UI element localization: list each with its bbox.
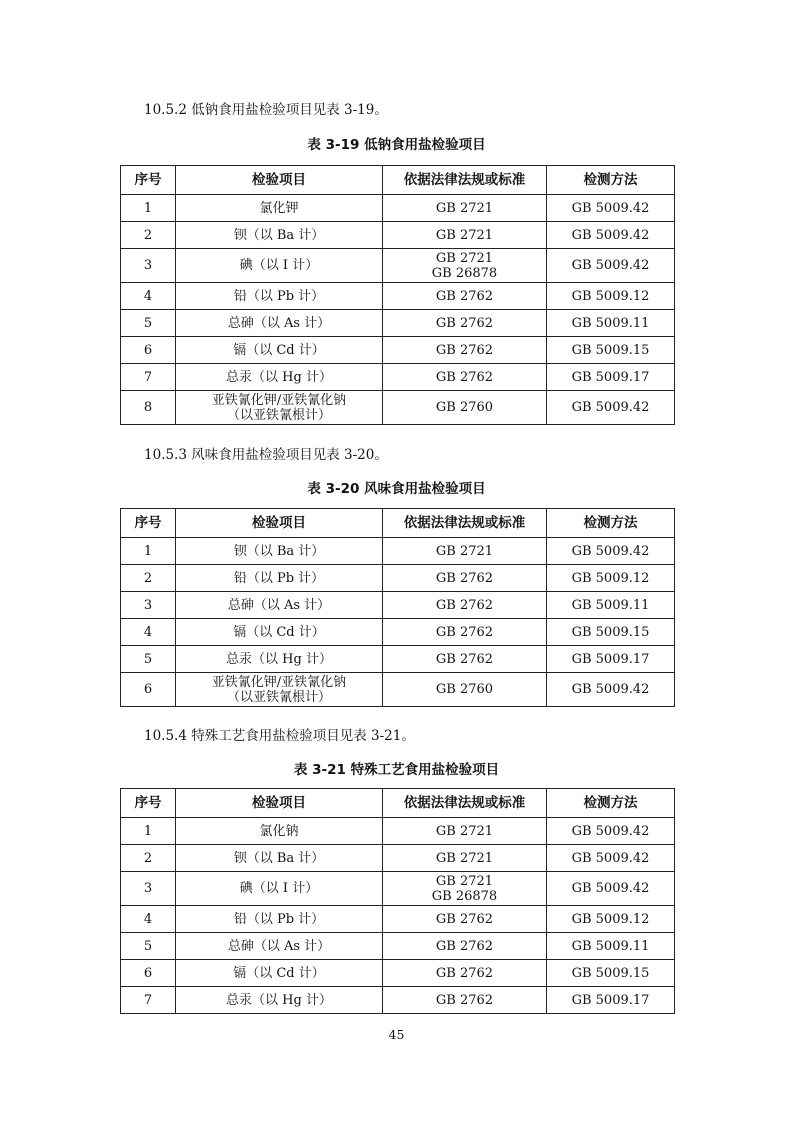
- cell-basis-line: GB 2762: [435, 369, 494, 385]
- cell-no: 5: [121, 310, 176, 337]
- table-row: [121, 987, 675, 1014]
- table-row: [121, 565, 675, 592]
- cell-method: GB 5009.42: [547, 222, 675, 249]
- table-row: [121, 222, 675, 249]
- cell-item: [176, 872, 383, 906]
- cell-basis-line: GB 2721: [435, 200, 494, 216]
- cell-no: 7: [121, 987, 176, 1014]
- cell-no: 1: [121, 195, 176, 222]
- cell-no: 6: [121, 673, 176, 707]
- cell-basis-line: GB 2721: [435, 227, 494, 243]
- cell-no: 4: [121, 906, 176, 933]
- cell-basis-line: GB 26878: [431, 888, 498, 904]
- cell-item: [176, 673, 383, 707]
- cell-no: 5: [121, 646, 176, 673]
- table-header-row: [121, 509, 675, 538]
- cell-item: [176, 249, 383, 283]
- cell-method: GB 5009.11: [547, 933, 675, 960]
- cell-item-line: 铅（以 Pb 计）: [233, 570, 325, 586]
- cell-item: [176, 337, 383, 364]
- table-caption-3-20: 表 3-20 风味食用盐检验项目: [307, 481, 486, 497]
- header-item: 检验项目: [176, 509, 383, 538]
- cell-method: GB 5009.42: [547, 195, 675, 222]
- cell-basis-line: GB 2762: [435, 965, 494, 981]
- cell-method: GB 5009.42: [547, 391, 675, 425]
- cell-item-line: 碘（以 I 计）: [239, 258, 319, 273]
- cell-item-line: （以亚铁氰根计）: [226, 689, 331, 705]
- cell-item-line: 亚铁氰化钾/亚铁氰化钠: [211, 674, 347, 690]
- cell-item: [176, 310, 383, 337]
- cell-basis: [383, 906, 547, 933]
- cell-basis: [383, 222, 547, 249]
- cell-item-line: 氯化钠: [259, 823, 299, 839]
- table-row: [121, 249, 675, 283]
- cell-basis: [383, 195, 547, 222]
- table-3-19: [120, 165, 675, 425]
- cell-basis: [383, 538, 547, 565]
- cell-item: [176, 619, 383, 646]
- cell-no: 6: [121, 960, 176, 987]
- cell-no: 5: [121, 933, 176, 960]
- cell-item-line: 氯化钾: [259, 200, 299, 216]
- cell-basis-line: GB 2762: [435, 992, 494, 1008]
- cell-item-line: 亚铁氰化钾/亚铁氰化钠: [211, 392, 347, 408]
- cell-basis-line: GB 2762: [435, 288, 494, 304]
- cell-method: GB 5009.17: [547, 646, 675, 673]
- cell-basis: [383, 872, 547, 906]
- cell-item: [176, 222, 383, 249]
- header-basis: 依据法律法规或标准: [383, 166, 547, 195]
- cell-basis: [383, 933, 547, 960]
- cell-basis-line: GB 2762: [435, 938, 494, 954]
- table-row: [121, 673, 675, 707]
- cell-no: 4: [121, 283, 176, 310]
- cell-item: [176, 565, 383, 592]
- cell-method: GB 5009.42: [547, 818, 675, 845]
- cell-method: GB 5009.12: [547, 906, 675, 933]
- cell-no: 8: [121, 391, 176, 425]
- cell-basis-line: GB 2762: [435, 597, 494, 613]
- section-intro-3-20: 10.5.3 风味食用盐检验项目见表 3-20。: [144, 447, 388, 463]
- cell-basis: [383, 337, 547, 364]
- table-row: [121, 845, 675, 872]
- table-row: [121, 391, 675, 425]
- cell-basis: [383, 249, 547, 283]
- cell-no: 3: [121, 872, 176, 906]
- cell-basis-line: GB 2762: [435, 315, 494, 331]
- table-row: [121, 906, 675, 933]
- cell-basis: [383, 987, 547, 1014]
- cell-method: GB 5009.42: [547, 845, 675, 872]
- cell-basis-line: GB 2721: [435, 543, 494, 559]
- table-caption-3-19: 表 3-19 低钠食用盐检验项目: [307, 137, 486, 153]
- cell-basis-line: GB 2721: [435, 250, 494, 266]
- cell-item: [176, 283, 383, 310]
- cell-basis-line: GB 26878: [431, 265, 498, 281]
- cell-item-line: 总砷（以 As 计）: [227, 315, 331, 331]
- cell-no: 7: [121, 364, 176, 391]
- cell-item: [176, 391, 383, 425]
- cell-item-line: 总砷（以 As 计）: [227, 597, 331, 613]
- cell-basis: [383, 565, 547, 592]
- cell-basis-line: GB 2721: [435, 873, 494, 889]
- cell-method: GB 5009.17: [547, 987, 675, 1014]
- cell-item-line: 镉（以 Cd 计）: [233, 342, 325, 358]
- table-header-row: [121, 166, 675, 195]
- table-row: [121, 538, 675, 565]
- cell-item: [176, 906, 383, 933]
- cell-basis-line: GB 2760: [435, 682, 494, 697]
- cell-basis: [383, 818, 547, 845]
- table-row: [121, 592, 675, 619]
- cell-item: [176, 845, 383, 872]
- cell-basis-line: GB 2721: [435, 823, 494, 839]
- cell-item-line: 钡（以 Ba 计）: [233, 227, 325, 243]
- cell-basis: [383, 310, 547, 337]
- cell-item: [176, 933, 383, 960]
- cell-no: 2: [121, 845, 176, 872]
- section-intro-3-19: 10.5.2 低钠食用盐检验项目见表 3-19。: [144, 102, 388, 118]
- cell-item: [176, 195, 383, 222]
- cell-basis: [383, 673, 547, 707]
- header-item: 检验项目: [176, 166, 383, 195]
- cell-no: 2: [121, 222, 176, 249]
- cell-basis-line: GB 2762: [435, 570, 494, 586]
- cell-basis: [383, 391, 547, 425]
- cell-item: [176, 646, 383, 673]
- table-row: [121, 283, 675, 310]
- cell-no: 2: [121, 565, 176, 592]
- table-row: [121, 310, 675, 337]
- cell-basis-line: GB 2721: [435, 850, 494, 866]
- cell-method: GB 5009.42: [547, 538, 675, 565]
- table-caption-3-21: 表 3-21 特殊工艺食用盐检验项目: [293, 762, 500, 778]
- header-method: 检测方法: [547, 509, 675, 538]
- header-no: 序号: [121, 789, 176, 818]
- cell-basis-line: GB 2760: [435, 400, 494, 415]
- cell-basis-line: GB 2762: [435, 911, 494, 927]
- table-row: [121, 818, 675, 845]
- table-header-row: [121, 789, 675, 818]
- cell-item-line: 总砷（以 As 计）: [227, 938, 331, 954]
- cell-item: [176, 818, 383, 845]
- table-row: [121, 364, 675, 391]
- table-row: [121, 872, 675, 906]
- table-row: [121, 337, 675, 364]
- cell-basis: [383, 283, 547, 310]
- table-row: [121, 646, 675, 673]
- table-row: [121, 933, 675, 960]
- cell-no: 1: [121, 818, 176, 845]
- cell-basis: [383, 592, 547, 619]
- cell-no: 3: [121, 592, 176, 619]
- cell-item-line: 总汞（以 Hg 计）: [226, 369, 332, 385]
- cell-basis: [383, 646, 547, 673]
- header-no: 序号: [121, 166, 176, 195]
- cell-item-line: 铅（以 Pb 计）: [233, 911, 325, 927]
- cell-basis: [383, 845, 547, 872]
- header-method: 检测方法: [547, 166, 675, 195]
- cell-item: [176, 364, 383, 391]
- cell-basis-line: GB 2762: [435, 624, 494, 640]
- cell-method: GB 5009.42: [547, 872, 675, 906]
- cell-item-line: （以亚铁氰根计）: [226, 407, 331, 423]
- cell-no: 4: [121, 619, 176, 646]
- cell-item-line: 铅（以 Pb 计）: [233, 288, 325, 304]
- table-row: [121, 195, 675, 222]
- cell-item-line: 镉（以 Cd 计）: [233, 965, 325, 981]
- header-basis: 依据法律法规或标准: [383, 789, 547, 818]
- cell-item: [176, 960, 383, 987]
- page-number: 45: [388, 1027, 405, 1042]
- header-method: 检测方法: [547, 789, 675, 818]
- header-basis: 依据法律法规或标准: [383, 509, 547, 538]
- cell-basis: [383, 619, 547, 646]
- cell-no: 1: [121, 538, 176, 565]
- table-3-21: [120, 788, 675, 1014]
- cell-item: [176, 987, 383, 1014]
- cell-item: [176, 592, 383, 619]
- table-row: [121, 960, 675, 987]
- cell-method: GB 5009.12: [547, 565, 675, 592]
- cell-method: GB 5009.11: [547, 310, 675, 337]
- cell-no: 3: [121, 249, 176, 283]
- cell-method: GB 5009.42: [547, 249, 675, 283]
- cell-method: GB 5009.15: [547, 960, 675, 987]
- cell-method: GB 5009.42: [547, 673, 675, 707]
- cell-basis: [383, 364, 547, 391]
- cell-item-line: 钡（以 Ba 计）: [233, 543, 325, 559]
- cell-item-line: 总汞（以 Hg 计）: [226, 651, 332, 667]
- cell-item-line: 碘（以 I 计）: [239, 881, 319, 896]
- cell-item-line: 钡（以 Ba 计）: [233, 850, 325, 866]
- table-row: [121, 619, 675, 646]
- cell-item-line: 总汞（以 Hg 计）: [226, 992, 332, 1008]
- cell-method: GB 5009.17: [547, 364, 675, 391]
- cell-method: GB 5009.15: [547, 619, 675, 646]
- cell-basis: [383, 960, 547, 987]
- cell-basis-line: GB 2762: [435, 342, 494, 358]
- cell-method: GB 5009.15: [547, 337, 675, 364]
- cell-method: GB 5009.11: [547, 592, 675, 619]
- cell-item-line: 镉（以 Cd 计）: [233, 624, 325, 640]
- header-item: 检验项目: [176, 789, 383, 818]
- section-intro-3-21: 10.5.4 特殊工艺食用盐检验项目见表 3-21。: [144, 728, 415, 744]
- cell-basis-line: GB 2762: [435, 651, 494, 667]
- header-no: 序号: [121, 509, 176, 538]
- cell-method: GB 5009.12: [547, 283, 675, 310]
- cell-item: [176, 538, 383, 565]
- cell-no: 6: [121, 337, 176, 364]
- table-3-20: [120, 508, 675, 707]
